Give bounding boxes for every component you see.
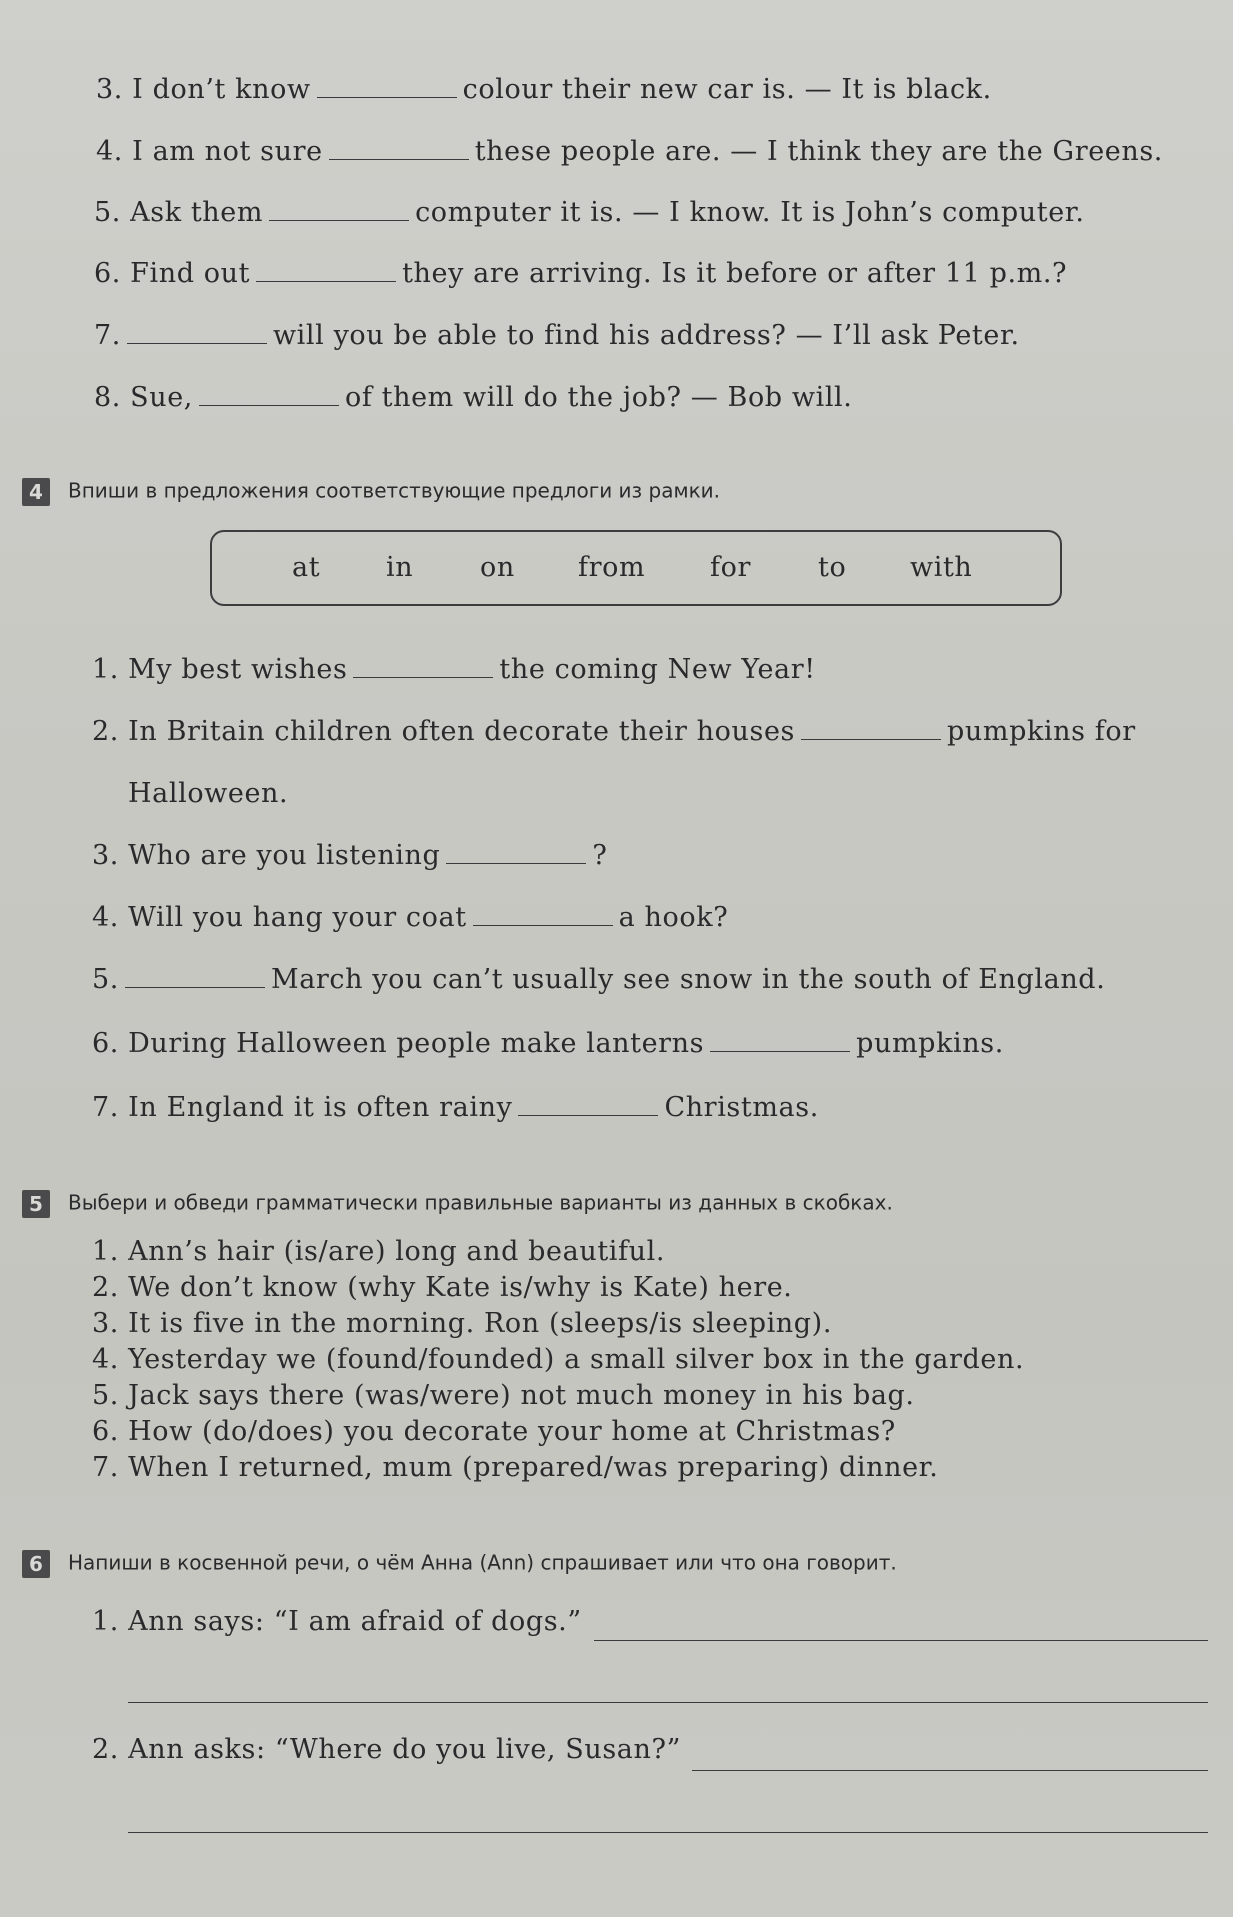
answer-line[interactable] <box>128 1832 1208 1833</box>
task-number-badge: 6 <box>22 1550 50 1578</box>
answer-blank[interactable] <box>473 903 613 926</box>
task4-heading <box>22 478 720 506</box>
list-item: 2. We don’t know (why Kate is/why is Kate) here. <box>92 1272 793 1303</box>
word-option: on <box>480 552 515 583</box>
list-item: 1. Ann says: “I am afraid of dogs.” <box>92 1606 582 1637</box>
task-instruction: Выбери и обведи грамматически правильные варианты из данных в скобках. <box>68 1190 893 1215</box>
answer-line[interactable] <box>692 1770 1208 1771</box>
list-item: 6. Find out they are arriving. Is it before or after 11 p.m.? <box>94 258 1068 289</box>
answer-line[interactable] <box>128 1702 1208 1703</box>
word-option: in <box>386 552 414 583</box>
task-number-badge: 4 <box>22 478 50 506</box>
answer-line[interactable] <box>594 1640 1208 1641</box>
list-item: 3. Who are you listening ? <box>92 840 608 871</box>
answer-blank[interactable] <box>710 1029 850 1052</box>
list-item: 4. I am not sure these people are. — I think they are the Greens. <box>96 136 1163 167</box>
word-option: with <box>910 552 973 583</box>
answer-blank[interactable] <box>353 655 493 678</box>
list-item: 3. I don’t know colour their new car is. — It is black. <box>96 74 992 105</box>
list-item: 4. Yesterday we (found/founded) a small silver box in the garden. <box>92 1344 1025 1375</box>
list-item: 7. will you be able to find his address? — I’ll ask Peter. <box>94 320 1020 351</box>
list-item: 8. Sue, of them will do the job? — Bob will. <box>94 382 853 413</box>
word-box <box>210 530 1062 606</box>
task-instruction: Впиши в предложения соответствующие предлоги из рамки. <box>68 478 721 503</box>
task-instruction: Напиши в косвенной речи, о чём Анна (Ann) спрашивает или что она говорит. <box>68 1550 897 1575</box>
list-item: 7. When I returned, mum (prepared/was preparing) dinner. <box>92 1452 939 1483</box>
list-item: 3. It is five in the morning. Ron (sleeps/is sleeping). <box>92 1308 832 1339</box>
list-item: 1. My best wishes the coming New Year! <box>92 654 816 685</box>
list-item: 5. Jack says there (was/were) not much money in his bag. <box>92 1380 915 1411</box>
word-option: to <box>818 552 847 583</box>
task5-heading <box>22 1190 893 1218</box>
task-number-badge: 5 <box>22 1190 50 1218</box>
list-item: 4. Will you hang your coat a hook? <box>92 902 729 933</box>
answer-blank[interactable] <box>329 137 469 160</box>
list-item: 6. How (do/does) you decorate your home at Christmas? <box>92 1416 896 1447</box>
list-item: 6. During Halloween people make lanterns pumpkins. <box>92 1028 1004 1059</box>
answer-blank[interactable] <box>269 198 409 221</box>
answer-blank[interactable] <box>125 965 265 988</box>
list-item: 5. Ask them computer it is. — I know. It is John’s computer. <box>94 197 1085 228</box>
list-item: Halloween. <box>128 778 289 809</box>
answer-blank[interactable] <box>127 321 267 344</box>
answer-blank[interactable] <box>518 1093 658 1116</box>
answer-blank[interactable] <box>317 75 457 98</box>
answer-blank[interactable] <box>446 841 586 864</box>
word-option: at <box>292 552 321 583</box>
list-item: 2. Ann asks: “Where do you live, Susan?” <box>92 1734 681 1765</box>
list-item: 1. Ann’s hair (is/are) long and beautiful. <box>92 1236 666 1267</box>
answer-blank[interactable] <box>256 259 396 282</box>
answer-blank[interactable] <box>199 383 339 406</box>
answer-blank[interactable] <box>801 717 941 740</box>
list-item: 2. In Britain children often decorate their houses pumpkins for <box>92 716 1136 747</box>
word-option: from <box>578 552 646 583</box>
task6-heading <box>22 1550 897 1578</box>
word-option: for <box>710 552 751 583</box>
list-item: 7. In England it is often rainy Christmas. <box>92 1092 819 1123</box>
list-item: 5. March you can’t usually see snow in the south of England. <box>92 964 1106 995</box>
